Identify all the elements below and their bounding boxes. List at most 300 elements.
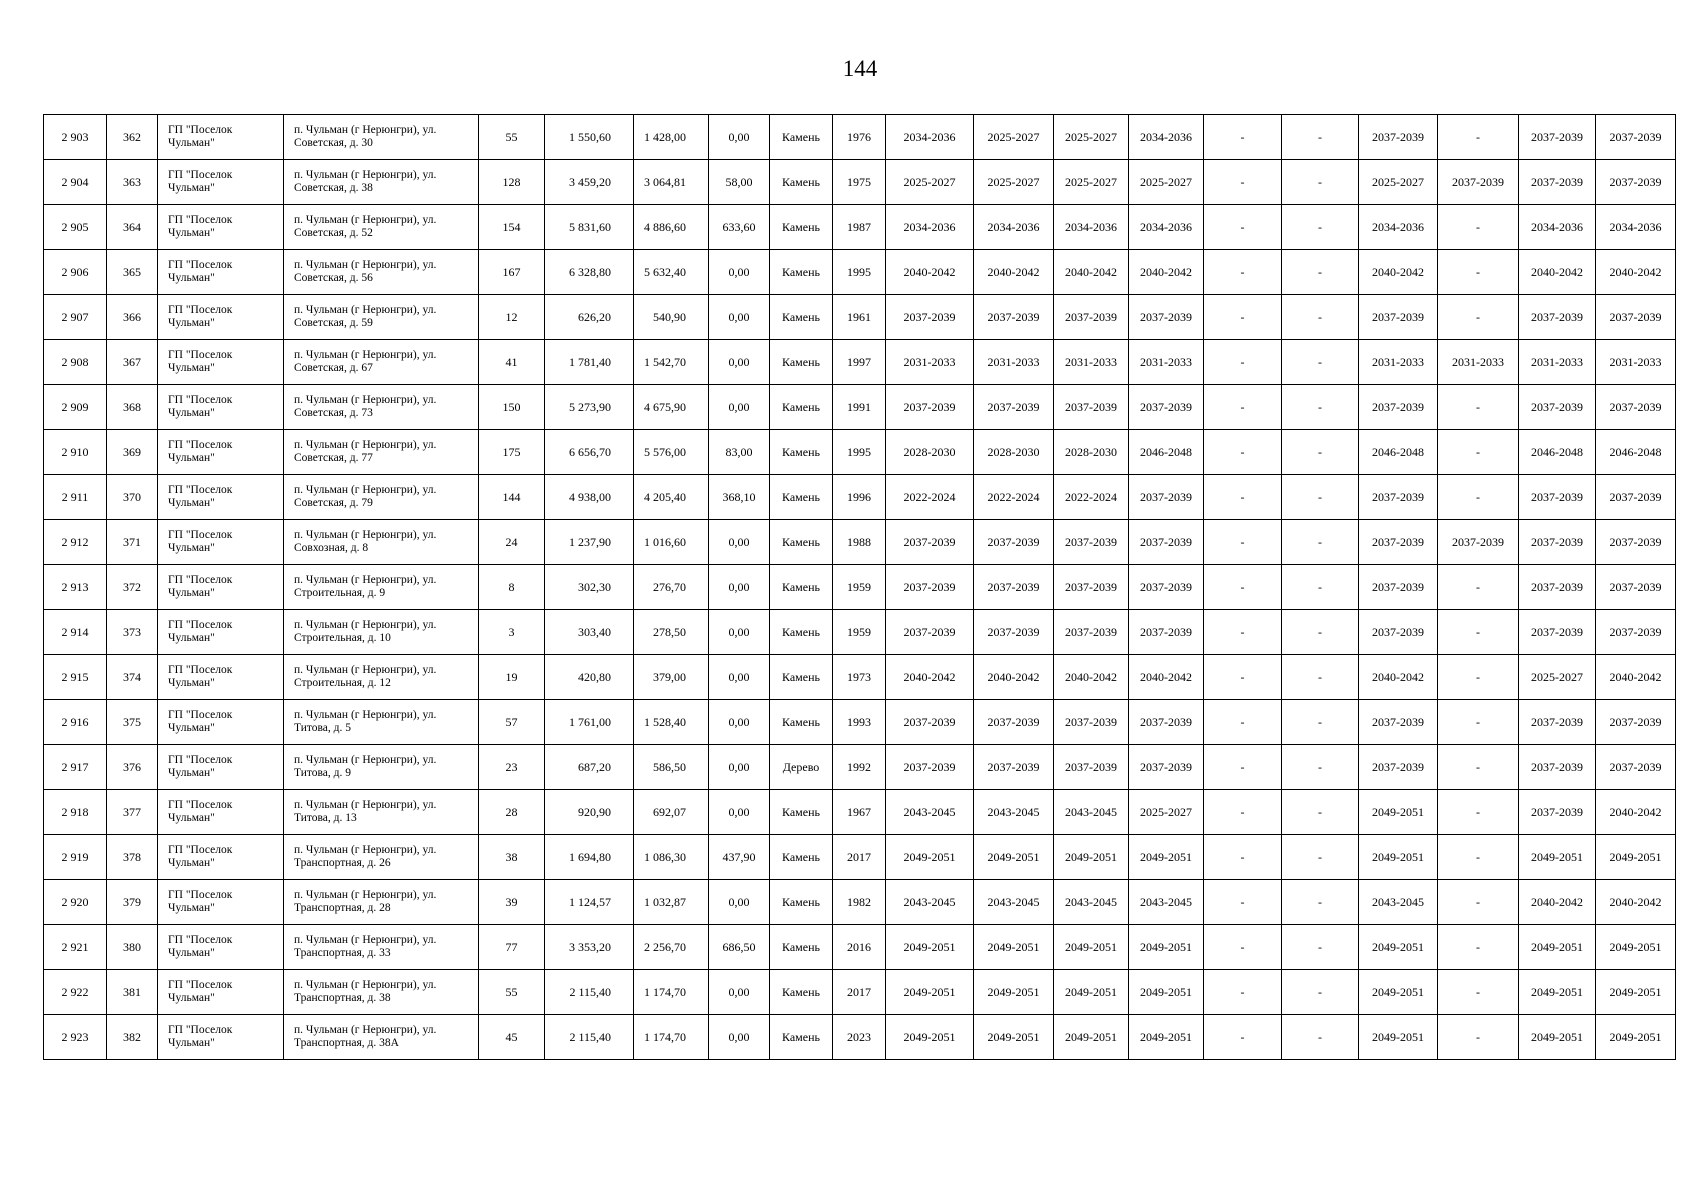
repair-period-cell-p7: 2037-2039 <box>1359 610 1438 655</box>
living-area-cell: 540,90 <box>634 295 709 340</box>
table-row <box>44 1015 1676 1060</box>
residents-cell: 24 <box>479 520 545 565</box>
repair-period-cell-p3: 2049-2051 <box>1054 925 1129 970</box>
repair-period-cell-p7: 2034-2036 <box>1359 205 1438 250</box>
municipality-cell: ГП "Поселок Чульман" <box>158 520 284 565</box>
repair-period-cell-p5: - <box>1204 565 1282 610</box>
repair-period-cell-p1: 2049-2051 <box>886 835 974 880</box>
repair-period-cell-p5: - <box>1204 745 1282 790</box>
address-cell: п. Чульман (г Нерюнгри), ул. Транспортная, д. 28 <box>284 880 479 925</box>
repair-period-cell-p4: 2037-2039 <box>1129 295 1204 340</box>
living-area-cell: 1 032,87 <box>634 880 709 925</box>
repair-period-cell-p8: - <box>1438 655 1519 700</box>
repair-period-cell-p10: 2037-2039 <box>1596 475 1676 520</box>
living-area-cell: 1 174,70 <box>634 1015 709 1060</box>
repair-period-cell-p3: 2049-2051 <box>1054 970 1129 1015</box>
address-cell: п. Чульман (г Нерюнгри), ул. Советская, д. 38 <box>284 160 479 205</box>
repair-period-cell-p3: 2037-2039 <box>1054 610 1129 655</box>
nonresidential-area-cell: 83,00 <box>709 430 770 475</box>
repair-period-cell-p9: 2037-2039 <box>1519 115 1596 160</box>
repair-period-cell-p10: 2031-2033 <box>1596 340 1676 385</box>
table-row <box>44 700 1676 745</box>
repair-period-cell-p6: - <box>1282 430 1359 475</box>
repair-period-cell-p2: 2037-2039 <box>974 745 1054 790</box>
object-id-cell: 379 <box>107 880 158 925</box>
address-cell: п. Чульман (г Нерюнгри), ул. Строительная, д. 12 <box>284 655 479 700</box>
residents-cell: 144 <box>479 475 545 520</box>
repair-period-cell-p9: 2037-2039 <box>1519 610 1596 655</box>
build-year-cell: 1975 <box>833 160 886 205</box>
repair-period-cell-p6: - <box>1282 205 1359 250</box>
row-number-cell: 2 919 <box>44 835 107 880</box>
total-area-cell: 3 353,20 <box>545 925 634 970</box>
repair-period-cell-p3: 2025-2027 <box>1054 115 1129 160</box>
nonresidential-area-cell: 0,00 <box>709 1015 770 1060</box>
repair-period-cell-p3: 2037-2039 <box>1054 385 1129 430</box>
repair-period-cell-p3: 2037-2039 <box>1054 745 1129 790</box>
address-cell: п. Чульман (г Нерюнгри), ул. Советская, д. 73 <box>284 385 479 430</box>
repair-period-cell-p3: 2037-2039 <box>1054 520 1129 565</box>
table-row <box>44 745 1676 790</box>
row-number-cell: 2 914 <box>44 610 107 655</box>
build-year-cell: 1976 <box>833 115 886 160</box>
wall-material-cell: Камень <box>770 1015 833 1060</box>
total-area-cell: 3 459,20 <box>545 160 634 205</box>
repair-period-cell-p8: - <box>1438 205 1519 250</box>
repair-period-cell-p5: - <box>1204 610 1282 655</box>
build-year-cell: 1959 <box>833 610 886 655</box>
repair-period-cell-p6: - <box>1282 835 1359 880</box>
repair-period-cell-p8: 2037-2039 <box>1438 160 1519 205</box>
repair-period-cell-p8: - <box>1438 700 1519 745</box>
row-number-cell: 2 920 <box>44 880 107 925</box>
repair-period-cell-p3: 2043-2045 <box>1054 880 1129 925</box>
residents-cell: 23 <box>479 745 545 790</box>
nonresidential-area-cell: 368,10 <box>709 475 770 520</box>
repair-period-cell-p9: 2037-2039 <box>1519 790 1596 835</box>
row-number-cell: 2 918 <box>44 790 107 835</box>
repair-period-cell-p4: 2049-2051 <box>1129 835 1204 880</box>
wall-material-cell: Камень <box>770 160 833 205</box>
repair-period-cell-p4: 2037-2039 <box>1129 565 1204 610</box>
object-id-cell: 377 <box>107 790 158 835</box>
nonresidential-area-cell: 0,00 <box>709 700 770 745</box>
build-year-cell: 1987 <box>833 205 886 250</box>
repair-period-cell-p1: 2037-2039 <box>886 385 974 430</box>
repair-period-cell-p8: - <box>1438 430 1519 475</box>
repair-period-cell-p4: 2049-2051 <box>1129 1015 1204 1060</box>
repair-period-cell-p6: - <box>1282 970 1359 1015</box>
build-year-cell: 1961 <box>833 295 886 340</box>
living-area-cell: 586,50 <box>634 745 709 790</box>
nonresidential-area-cell: 0,00 <box>709 610 770 655</box>
housing-table <box>43 114 1676 1060</box>
repair-period-cell-p4: 2037-2039 <box>1129 610 1204 655</box>
wall-material-cell: Камень <box>770 835 833 880</box>
residents-cell: 57 <box>479 700 545 745</box>
repair-period-cell-p9: 2046-2048 <box>1519 430 1596 475</box>
object-id-cell: 382 <box>107 1015 158 1060</box>
nonresidential-area-cell: 0,00 <box>709 250 770 295</box>
repair-period-cell-p1: 2022-2024 <box>886 475 974 520</box>
repair-period-cell-p9: 2037-2039 <box>1519 700 1596 745</box>
nonresidential-area-cell: 0,00 <box>709 880 770 925</box>
repair-period-cell-p7: 2031-2033 <box>1359 340 1438 385</box>
table-row <box>44 925 1676 970</box>
residents-cell: 167 <box>479 250 545 295</box>
repair-period-cell-p1: 2049-2051 <box>886 970 974 1015</box>
repair-period-cell-p8: - <box>1438 475 1519 520</box>
object-id-cell: 374 <box>107 655 158 700</box>
repair-period-cell-p7: 2040-2042 <box>1359 655 1438 700</box>
table-row <box>44 385 1676 430</box>
repair-period-cell-p6: - <box>1282 250 1359 295</box>
object-id-cell: 368 <box>107 385 158 430</box>
row-number-cell: 2 909 <box>44 385 107 430</box>
object-id-cell: 376 <box>107 745 158 790</box>
residents-cell: 41 <box>479 340 545 385</box>
municipality-cell: ГП "Поселок Чульман" <box>158 970 284 1015</box>
repair-period-cell-p3: 2034-2036 <box>1054 205 1129 250</box>
nonresidential-area-cell: 0,00 <box>709 790 770 835</box>
wall-material-cell: Камень <box>770 790 833 835</box>
repair-period-cell-p3: 2037-2039 <box>1054 700 1129 745</box>
living-area-cell: 4 675,90 <box>634 385 709 430</box>
repair-period-cell-p3: 2025-2027 <box>1054 160 1129 205</box>
repair-period-cell-p7: 2037-2039 <box>1359 385 1438 430</box>
repair-period-cell-p1: 2037-2039 <box>886 520 974 565</box>
total-area-cell: 1 550,60 <box>545 115 634 160</box>
repair-period-cell-p1: 2031-2033 <box>886 340 974 385</box>
repair-period-cell-p4: 2037-2039 <box>1129 745 1204 790</box>
repair-period-cell-p10: 2040-2042 <box>1596 880 1676 925</box>
repair-period-cell-p1: 2037-2039 <box>886 610 974 655</box>
address-cell: п. Чульман (г Нерюнгри), ул. Советская, д. 79 <box>284 475 479 520</box>
repair-period-cell-p6: - <box>1282 1015 1359 1060</box>
table-row <box>44 970 1676 1015</box>
nonresidential-area-cell: 0,00 <box>709 745 770 790</box>
total-area-cell: 1 237,90 <box>545 520 634 565</box>
repair-period-cell-p2: 2034-2036 <box>974 205 1054 250</box>
repair-period-cell-p2: 2049-2051 <box>974 835 1054 880</box>
repair-period-cell-p10: 2037-2039 <box>1596 565 1676 610</box>
municipality-cell: ГП "Поселок Чульман" <box>158 745 284 790</box>
total-area-cell: 626,20 <box>545 295 634 340</box>
living-area-cell: 5 632,40 <box>634 250 709 295</box>
nonresidential-area-cell: 0,00 <box>709 385 770 430</box>
build-year-cell: 2017 <box>833 970 886 1015</box>
living-area-cell: 4 886,60 <box>634 205 709 250</box>
repair-period-cell-p7: 2037-2039 <box>1359 565 1438 610</box>
object-id-cell: 363 <box>107 160 158 205</box>
row-number-cell: 2 912 <box>44 520 107 565</box>
total-area-cell: 303,40 <box>545 610 634 655</box>
repair-period-cell-p1: 2040-2042 <box>886 250 974 295</box>
address-cell: п. Чульман (г Нерюнгри), ул. Титова, д. 9 <box>284 745 479 790</box>
nonresidential-area-cell: 686,50 <box>709 925 770 970</box>
repair-period-cell-p2: 2037-2039 <box>974 295 1054 340</box>
repair-period-cell-p10: 2037-2039 <box>1596 295 1676 340</box>
wall-material-cell: Камень <box>770 700 833 745</box>
repair-period-cell-p10: 2040-2042 <box>1596 250 1676 295</box>
address-cell: п. Чульман (г Нерюнгри), ул. Транспортная, д. 38 <box>284 970 479 1015</box>
repair-period-cell-p7: 2049-2051 <box>1359 835 1438 880</box>
repair-period-cell-p5: - <box>1204 655 1282 700</box>
repair-period-cell-p3: 2028-2030 <box>1054 430 1129 475</box>
repair-period-cell-p7: 2046-2048 <box>1359 430 1438 475</box>
repair-period-cell-p8: 2031-2033 <box>1438 340 1519 385</box>
total-area-cell: 2 115,40 <box>545 1015 634 1060</box>
address-cell: п. Чульман (г Нерюнгри), ул. Транспортная, д. 33 <box>284 925 479 970</box>
living-area-cell: 5 576,00 <box>634 430 709 475</box>
repair-period-cell-p9: 2037-2039 <box>1519 565 1596 610</box>
repair-period-cell-p9: 2049-2051 <box>1519 925 1596 970</box>
build-year-cell: 1982 <box>833 880 886 925</box>
repair-period-cell-p7: 2037-2039 <box>1359 520 1438 565</box>
repair-period-cell-p3: 2037-2039 <box>1054 295 1129 340</box>
total-area-cell: 920,90 <box>545 790 634 835</box>
living-area-cell: 1 086,30 <box>634 835 709 880</box>
residents-cell: 3 <box>479 610 545 655</box>
repair-period-cell-p1: 2037-2039 <box>886 295 974 340</box>
municipality-cell: ГП "Поселок Чульман" <box>158 430 284 475</box>
residents-cell: 55 <box>479 970 545 1015</box>
repair-period-cell-p5: - <box>1204 880 1282 925</box>
total-area-cell: 5 831,60 <box>545 205 634 250</box>
nonresidential-area-cell: 0,00 <box>709 970 770 1015</box>
wall-material-cell: Камень <box>770 430 833 475</box>
repair-period-cell-p1: 2034-2036 <box>886 205 974 250</box>
address-cell: п. Чульман (г Нерюнгри), ул. Советская, д. 59 <box>284 295 479 340</box>
repair-period-cell-p3: 2049-2051 <box>1054 1015 1129 1060</box>
repair-period-cell-p2: 2037-2039 <box>974 565 1054 610</box>
repair-period-cell-p7: 2037-2039 <box>1359 295 1438 340</box>
build-year-cell: 1995 <box>833 430 886 475</box>
repair-period-cell-p3: 2040-2042 <box>1054 655 1129 700</box>
table-row <box>44 115 1676 160</box>
wall-material-cell: Камень <box>770 385 833 430</box>
build-year-cell: 1995 <box>833 250 886 295</box>
repair-period-cell-p10: 2037-2039 <box>1596 745 1676 790</box>
repair-period-cell-p9: 2037-2039 <box>1519 475 1596 520</box>
object-id-cell: 381 <box>107 970 158 1015</box>
repair-period-cell-p4: 2025-2027 <box>1129 790 1204 835</box>
table-row <box>44 835 1676 880</box>
object-id-cell: 362 <box>107 115 158 160</box>
repair-period-cell-p5: - <box>1204 835 1282 880</box>
repair-period-cell-p2: 2037-2039 <box>974 700 1054 745</box>
table-row <box>44 520 1676 565</box>
table-row <box>44 565 1676 610</box>
repair-period-cell-p10: 2037-2039 <box>1596 385 1676 430</box>
repair-period-cell-p9: 2049-2051 <box>1519 1015 1596 1060</box>
repair-period-cell-p3: 2043-2045 <box>1054 790 1129 835</box>
address-cell: п. Чульман (г Нерюнгри), ул. Советская, д. 77 <box>284 430 479 475</box>
total-area-cell: 5 273,90 <box>545 385 634 430</box>
nonresidential-area-cell: 0,00 <box>709 295 770 340</box>
repair-period-cell-p4: 2037-2039 <box>1129 385 1204 430</box>
repair-period-cell-p8: - <box>1438 565 1519 610</box>
nonresidential-area-cell: 0,00 <box>709 520 770 565</box>
total-area-cell: 1 761,00 <box>545 700 634 745</box>
table-row <box>44 430 1676 475</box>
repair-period-cell-p10: 2037-2039 <box>1596 520 1676 565</box>
living-area-cell: 278,50 <box>634 610 709 655</box>
total-area-cell: 687,20 <box>545 745 634 790</box>
repair-period-cell-p9: 2040-2042 <box>1519 880 1596 925</box>
repair-period-cell-p6: - <box>1282 655 1359 700</box>
build-year-cell: 1996 <box>833 475 886 520</box>
row-number-cell: 2 915 <box>44 655 107 700</box>
address-cell: п. Чульман (г Нерюнгри), ул. Советская, д. 67 <box>284 340 479 385</box>
object-id-cell: 366 <box>107 295 158 340</box>
repair-period-cell-p4: 2031-2033 <box>1129 340 1204 385</box>
municipality-cell: ГП "Поселок Чульман" <box>158 160 284 205</box>
repair-period-cell-p2: 2025-2027 <box>974 160 1054 205</box>
repair-period-cell-p2: 2043-2045 <box>974 880 1054 925</box>
table-row <box>44 880 1676 925</box>
table-row <box>44 340 1676 385</box>
repair-period-cell-p7: 2049-2051 <box>1359 790 1438 835</box>
wall-material-cell: Камень <box>770 250 833 295</box>
object-id-cell: 370 <box>107 475 158 520</box>
object-id-cell: 365 <box>107 250 158 295</box>
repair-period-cell-p6: - <box>1282 520 1359 565</box>
wall-material-cell: Камень <box>770 115 833 160</box>
repair-period-cell-p8: - <box>1438 970 1519 1015</box>
build-year-cell: 1959 <box>833 565 886 610</box>
row-number-cell: 2 923 <box>44 1015 107 1060</box>
row-number-cell: 2 904 <box>44 160 107 205</box>
residents-cell: 128 <box>479 160 545 205</box>
repair-period-cell-p10: 2037-2039 <box>1596 610 1676 655</box>
table-row <box>44 610 1676 655</box>
wall-material-cell: Камень <box>770 925 833 970</box>
residents-cell: 38 <box>479 835 545 880</box>
table-row <box>44 295 1676 340</box>
nonresidential-area-cell: 0,00 <box>709 655 770 700</box>
object-id-cell: 372 <box>107 565 158 610</box>
repair-period-cell-p9: 2037-2039 <box>1519 520 1596 565</box>
municipality-cell: ГП "Поселок Чульман" <box>158 610 284 655</box>
repair-period-cell-p6: - <box>1282 160 1359 205</box>
repair-period-cell-p10: 2046-2048 <box>1596 430 1676 475</box>
repair-period-cell-p5: - <box>1204 205 1282 250</box>
address-cell: п. Чульман (г Нерюнгри), ул. Строительная, д. 10 <box>284 610 479 655</box>
repair-period-cell-p4: 2046-2048 <box>1129 430 1204 475</box>
residents-cell: 12 <box>479 295 545 340</box>
repair-period-cell-p7: 2049-2051 <box>1359 970 1438 1015</box>
municipality-cell: ГП "Поселок Чульман" <box>158 385 284 430</box>
municipality-cell: ГП "Поселок Чульман" <box>158 700 284 745</box>
wall-material-cell: Камень <box>770 475 833 520</box>
row-number-cell: 2 906 <box>44 250 107 295</box>
object-id-cell: 378 <box>107 835 158 880</box>
row-number-cell: 2 905 <box>44 205 107 250</box>
row-number-cell: 2 903 <box>44 115 107 160</box>
municipality-cell: ГП "Поселок Чульман" <box>158 565 284 610</box>
repair-period-cell-p2: 2031-2033 <box>974 340 1054 385</box>
build-year-cell: 1991 <box>833 385 886 430</box>
repair-period-cell-p6: - <box>1282 115 1359 160</box>
repair-period-cell-p1: 2049-2051 <box>886 925 974 970</box>
page-number: 144 <box>842 56 878 81</box>
municipality-cell: ГП "Поселок Чульман" <box>158 115 284 160</box>
repair-period-cell-p7: 2043-2045 <box>1359 880 1438 925</box>
repair-period-cell-p3: 2031-2033 <box>1054 340 1129 385</box>
repair-period-cell-p9: 2037-2039 <box>1519 160 1596 205</box>
build-year-cell: 1992 <box>833 745 886 790</box>
build-year-cell: 1993 <box>833 700 886 745</box>
wall-material-cell: Камень <box>770 205 833 250</box>
wall-material-cell: Камень <box>770 340 833 385</box>
repair-period-cell-p2: 2043-2045 <box>974 790 1054 835</box>
table-row <box>44 250 1676 295</box>
nonresidential-area-cell: 0,00 <box>709 340 770 385</box>
repair-period-cell-p8: 2037-2039 <box>1438 520 1519 565</box>
row-number-cell: 2 908 <box>44 340 107 385</box>
repair-period-cell-p6: - <box>1282 610 1359 655</box>
residents-cell: 39 <box>479 880 545 925</box>
repair-period-cell-p4: 2049-2051 <box>1129 925 1204 970</box>
total-area-cell: 2 115,40 <box>545 970 634 1015</box>
total-area-cell: 1 781,40 <box>545 340 634 385</box>
repair-period-cell-p9: 2025-2027 <box>1519 655 1596 700</box>
wall-material-cell: Камень <box>770 565 833 610</box>
repair-period-cell-p8: - <box>1438 250 1519 295</box>
repair-period-cell-p5: - <box>1204 385 1282 430</box>
repair-period-cell-p4: 2037-2039 <box>1129 520 1204 565</box>
repair-period-cell-p7: 2037-2039 <box>1359 475 1438 520</box>
repair-period-cell-p1: 2037-2039 <box>886 700 974 745</box>
repair-period-cell-p2: 2037-2039 <box>974 385 1054 430</box>
repair-period-cell-p2: 2049-2051 <box>974 925 1054 970</box>
residents-cell: 175 <box>479 430 545 475</box>
repair-period-cell-p1: 2034-2036 <box>886 115 974 160</box>
residents-cell: 55 <box>479 115 545 160</box>
repair-period-cell-p8: - <box>1438 745 1519 790</box>
wall-material-cell: Камень <box>770 970 833 1015</box>
repair-period-cell-p9: 2040-2042 <box>1519 250 1596 295</box>
living-area-cell: 1 174,70 <box>634 970 709 1015</box>
repair-period-cell-p5: - <box>1204 250 1282 295</box>
residents-cell: 19 <box>479 655 545 700</box>
build-year-cell: 1967 <box>833 790 886 835</box>
repair-period-cell-p4: 2037-2039 <box>1129 475 1204 520</box>
wall-material-cell: Камень <box>770 880 833 925</box>
municipality-cell: ГП "Поселок Чульман" <box>158 1015 284 1060</box>
repair-period-cell-p5: - <box>1204 700 1282 745</box>
repair-period-cell-p5: - <box>1204 520 1282 565</box>
repair-period-cell-p1: 2028-2030 <box>886 430 974 475</box>
repair-period-cell-p10: 2049-2051 <box>1596 1015 1676 1060</box>
municipality-cell: ГП "Поселок Чульман" <box>158 205 284 250</box>
municipality-cell: ГП "Поселок Чульман" <box>158 880 284 925</box>
build-year-cell: 1973 <box>833 655 886 700</box>
repair-period-cell-p4: 2040-2042 <box>1129 250 1204 295</box>
repair-period-cell-p7: 2040-2042 <box>1359 250 1438 295</box>
residents-cell: 45 <box>479 1015 545 1060</box>
table-row <box>44 655 1676 700</box>
repair-period-cell-p10: 2034-2036 <box>1596 205 1676 250</box>
living-area-cell: 1 542,70 <box>634 340 709 385</box>
row-number-cell: 2 910 <box>44 430 107 475</box>
repair-period-cell-p2: 2040-2042 <box>974 250 1054 295</box>
total-area-cell: 6 328,80 <box>545 250 634 295</box>
municipality-cell: ГП "Поселок Чульман" <box>158 340 284 385</box>
repair-period-cell-p4: 2043-2045 <box>1129 880 1204 925</box>
object-id-cell: 380 <box>107 925 158 970</box>
